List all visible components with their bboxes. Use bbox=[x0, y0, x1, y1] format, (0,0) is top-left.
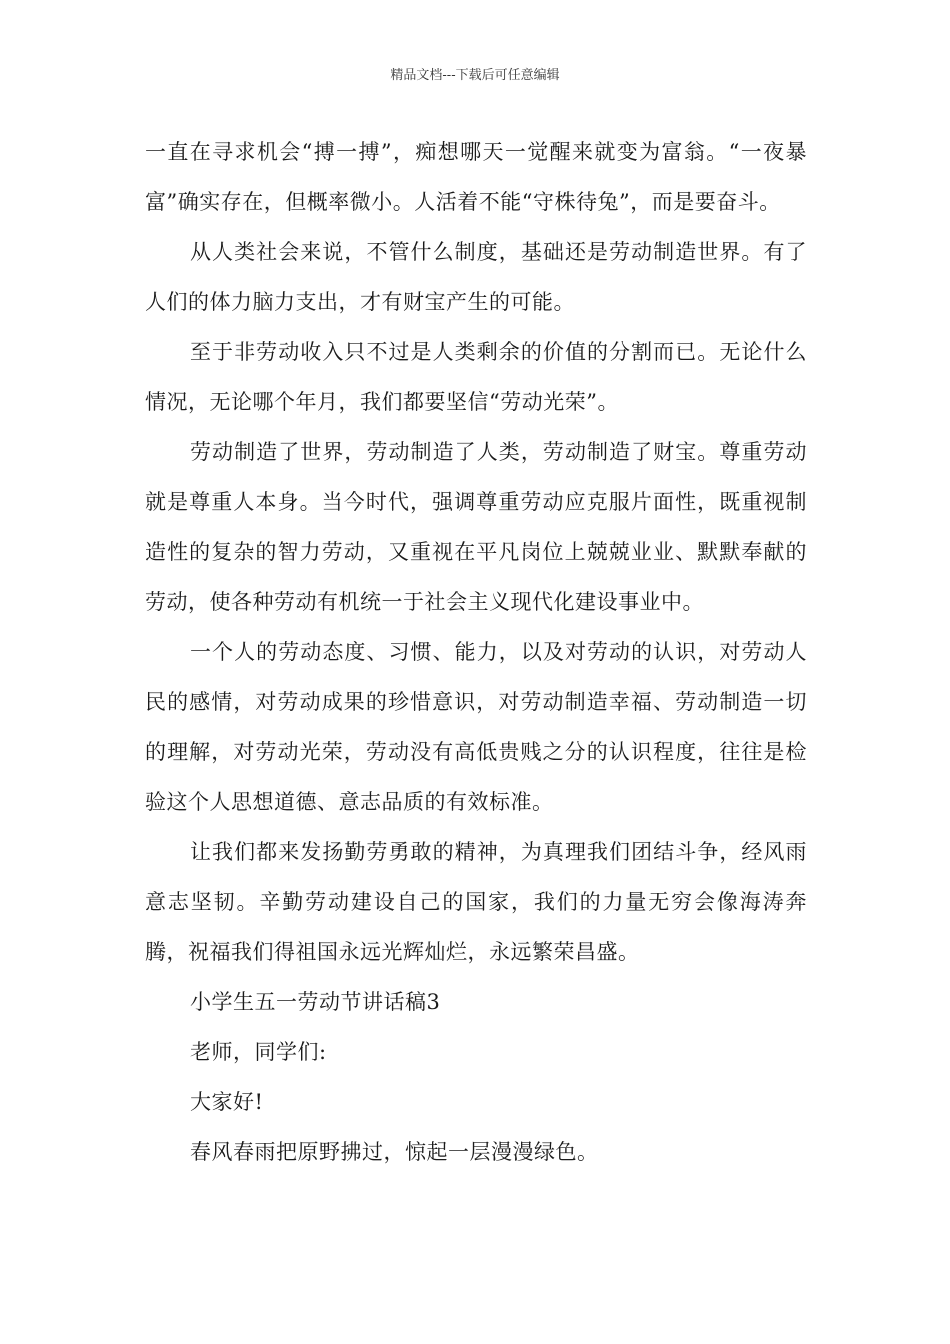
section-title: 小学生五一劳动节讲话稿3 bbox=[190, 990, 441, 1014]
paragraph-6: 让我们都来发扬勤劳勇敢的精神，为真理我们团结斗争，经风雨意志坚韧。辛勤劳动建设自己的国家，我们的力量无穷会像海涛奔腾，祝福我们得祖国永远光辉灿烂，永远繁荣昌盛。 bbox=[145, 840, 807, 964]
paragraph-4: 劳动制造了世界，劳动制造了人类，劳动制造了财宝。尊重劳动就是尊重人本身。当今时代，强调尊重劳动应克服片面性，既重视制造性的复杂的智力劳动，又重视在平凡岗位上兢兢业业、默默奉献的劳动，使各种劳动有机统一于社会主义现代化建设事业中。 bbox=[145, 440, 807, 614]
paragraph-2: 从人类社会来说，不管什么制度，基础还是劳动制造世界。有了人们的体力脑力支出，才有财宝产生的可能。 bbox=[145, 240, 807, 314]
paragraph-10: 春风春雨把原野拂过，惊起一层漫漫绿色。 bbox=[190, 1140, 599, 1164]
salutation: 老师，同学们: bbox=[190, 1040, 327, 1064]
document-body bbox=[145, 127, 807, 1177]
paragraph-5: 一个人的劳动态度、习惯、能力，以及对劳动的认识，对劳动人民的感情，对劳动成果的珍惜意识，对劳动制造幸福、劳动制造一切的理解，对劳动光荣，劳动没有高低贵贱之分的认识程度，往往是检验这个人思想道德、意志品质的有效标准。 bbox=[145, 640, 807, 814]
page-header: 精品文档---下载后可任意编辑 bbox=[390, 68, 560, 83]
paragraph-1: 一直在寻求机会“搏一搏”，痴想哪天一觉醒来就变为富翁。“一夜暴富”确实存在，但概率微小。人活着不能“守株待兔”，而是要奋斗。 bbox=[145, 140, 807, 214]
greeting: 大家好! bbox=[190, 1090, 264, 1114]
paragraph-3: 至于非劳动收入只不过是人类剩余的价值的分割而已。无论什么情况，无论哪个年月，我们都要坚信“劳动光荣”。 bbox=[145, 340, 807, 414]
